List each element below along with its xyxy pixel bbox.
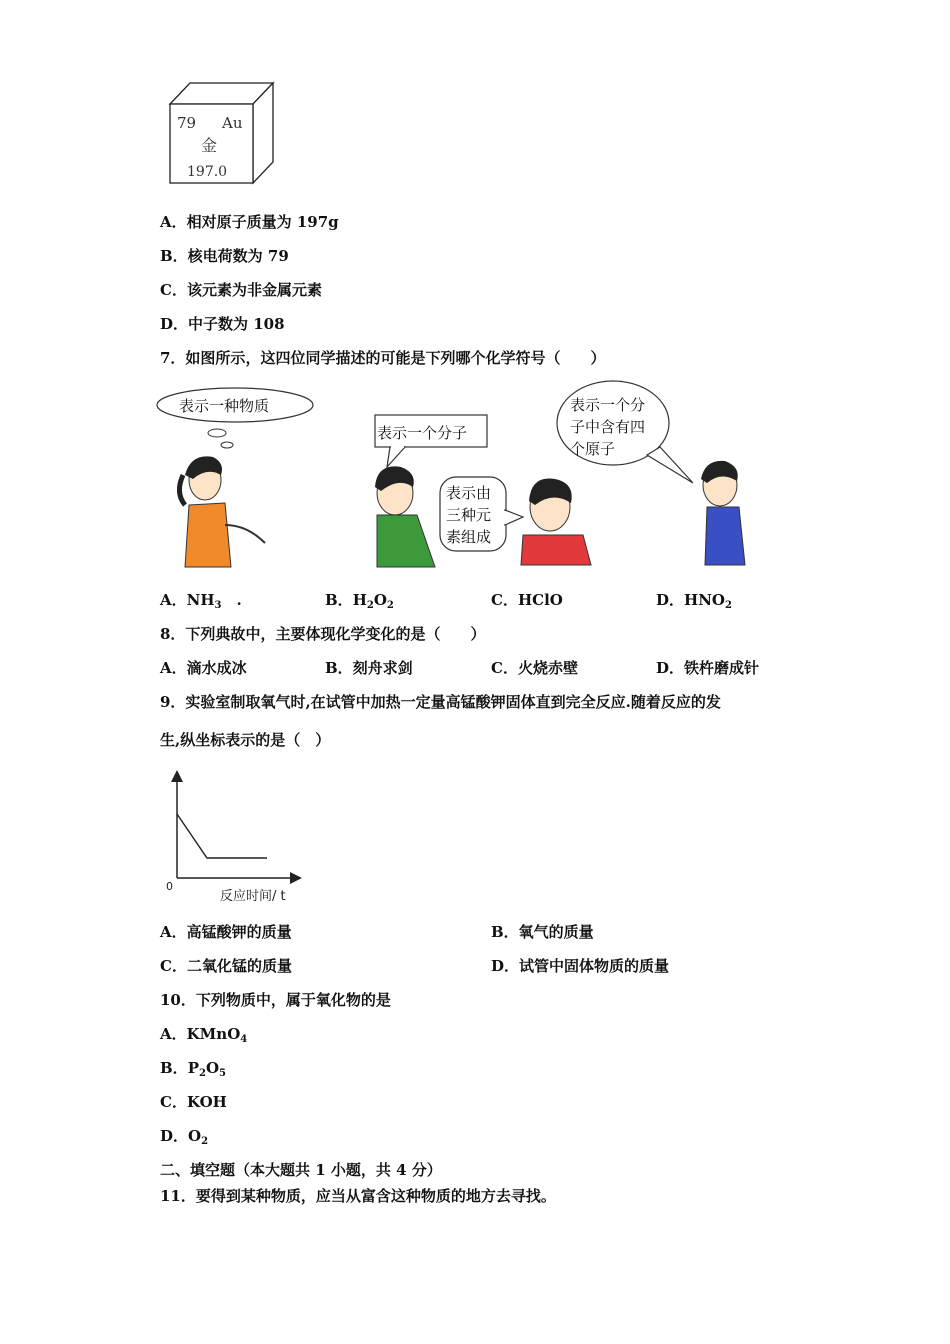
- element-mass: 197.0: [187, 164, 228, 180]
- q9-stem-line1: 9．实验室制取氧气时,在试管中加热一定量高锰酸钾固体直到完全反应.随着反应的发: [160, 693, 721, 711]
- bubble-boy3-line1: 表示一个分: [570, 396, 646, 414]
- boy2-speech-bubble: [440, 477, 523, 551]
- bubble-girl-text: 表示一种物质: [179, 397, 270, 415]
- q7-option-a: A．$NH_3$ .: [160, 591, 242, 611]
- graph-x-axis-label: 反应时间/ t: [220, 889, 286, 904]
- element-symbol: Au: [222, 114, 243, 132]
- q10-option-b: B．$P_2O_5$: [160, 1059, 226, 1079]
- boy1-figure: [375, 466, 435, 567]
- bubble-boy1-text: 表示一个分子: [377, 424, 468, 442]
- graph-origin-label: 0: [166, 880, 173, 893]
- girl-figure: [179, 456, 265, 567]
- element-name: 金: [201, 136, 218, 155]
- boy1-speech-bubble: [375, 415, 487, 467]
- bubble-boy3-line2: 子中含有四: [570, 418, 646, 436]
- q9-option-d: D．试管中固体物质的质量: [491, 957, 670, 975]
- bubble-boy2-line1: 表示由: [446, 484, 492, 502]
- girl-thought-cloud: [157, 388, 313, 448]
- q9-graph: [160, 770, 310, 910]
- q10-option-c: C．KOH: [160, 1093, 227, 1111]
- q6-option-b: B．核电荷数为 79: [160, 247, 289, 265]
- q7-stem: 7．如图所示，这四位同学描述的可能是下列哪个化学符号（ ）: [160, 349, 606, 367]
- bubble-boy2-line3: 素组成: [446, 528, 492, 546]
- boy3-figure: [701, 461, 745, 565]
- boy2-figure: [521, 478, 591, 565]
- section2-title: 二、填空题（本大题共 1 小题，共 4 分）: [160, 1161, 442, 1179]
- q8-stem: 8．下列典故中，主要体现化学变化的是（ ）: [160, 625, 486, 643]
- bubble-boy3-line3: 个原子: [570, 440, 616, 458]
- q7-illustration: [155, 375, 755, 575]
- q10-option-d: D．$O_2$: [160, 1127, 209, 1147]
- q9-option-a: A．高锰酸钾的质量: [160, 923, 292, 941]
- q9-option-c: C．二氧化锰的质量: [160, 957, 292, 975]
- q11-stem: 11．要得到某种物质，应当从富含这种物质的地方去寻找。: [160, 1187, 556, 1205]
- q9-stem-line2: 生,纵坐标表示的是（ ）: [160, 731, 331, 749]
- q8-option-d: D．铁杵磨成针: [656, 659, 760, 677]
- boy3-speech-bubble: [557, 381, 693, 483]
- q7-option-c: C．HClO: [491, 591, 563, 609]
- bubble-boy2-line2: 三种元: [446, 506, 492, 524]
- q8-option-c: C．火烧赤壁: [491, 659, 578, 677]
- element-card-au: [165, 78, 280, 190]
- q6-option-a: A．相对原子质量为 197g: [160, 213, 339, 231]
- q7-option-d: D．$HNO_2$: [656, 591, 732, 611]
- q6-option-c: C．该元素为非金属元素: [160, 281, 322, 299]
- q7-option-b: B．$H_2O_2$: [325, 591, 394, 611]
- q10-option-a: A．KMnO$_4$: [160, 1025, 248, 1045]
- q6-option-d: D．中子数为 108: [160, 315, 285, 333]
- q10-stem: 10．下列物质中，属于氧化物的是: [160, 991, 391, 1009]
- q9-option-b: B．氧气的质量: [491, 923, 594, 941]
- element-number: 79: [177, 114, 197, 132]
- q8-option-a: A．滴水成冰: [160, 659, 247, 677]
- q8-option-b: B．刻舟求剑: [325, 659, 413, 677]
- q9-data-line: [177, 814, 267, 858]
